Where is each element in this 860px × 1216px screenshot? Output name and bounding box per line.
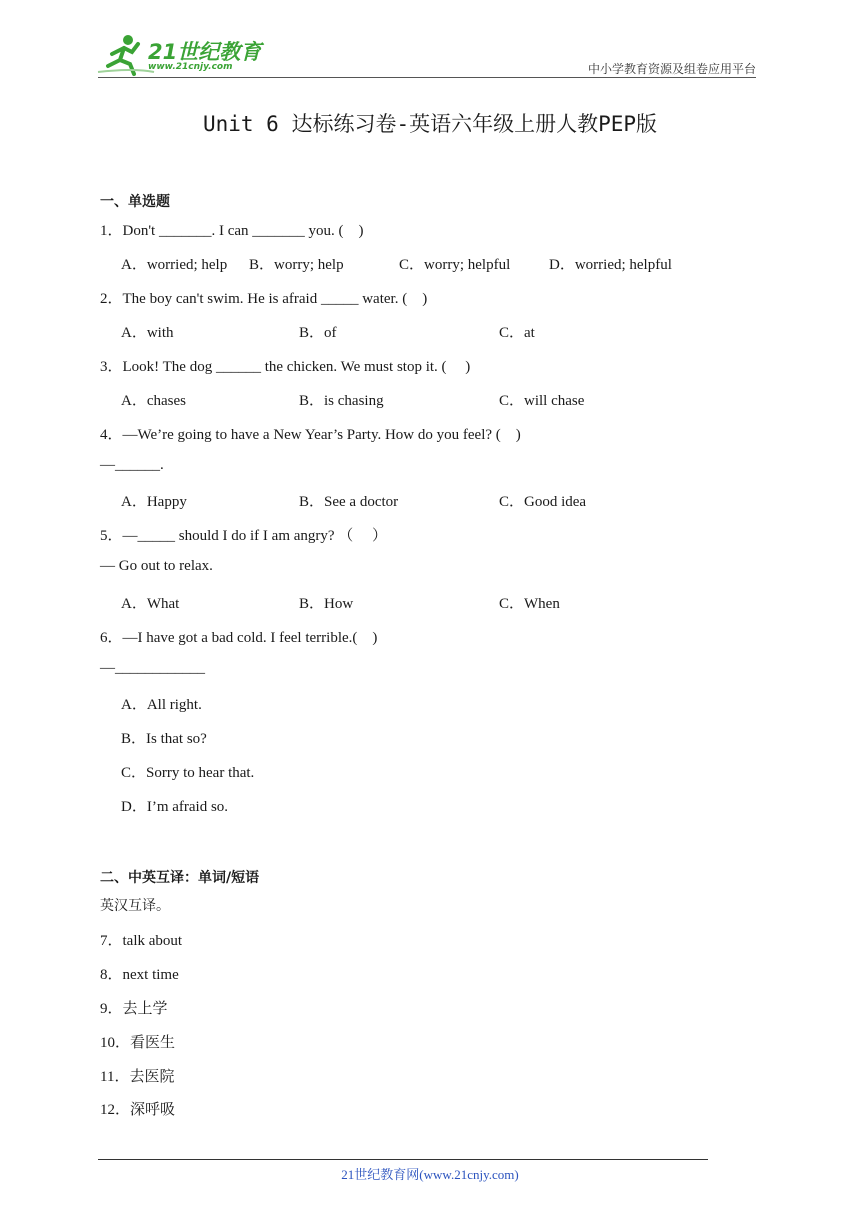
- header-divider: [98, 77, 756, 78]
- section-heading-translation: 二、中英互译：单词/短语: [100, 870, 260, 886]
- translation-item-11: 11．去医院: [100, 1069, 175, 1085]
- question-4-stem: 4．—We’re going to have a New Year’s Party. How do you feel? ( ): [100, 427, 521, 443]
- section-heading-single-choice: 一、单选题: [100, 194, 170, 210]
- logo: [94, 32, 264, 78]
- logo-url: www.21cnjy.com: [148, 62, 233, 72]
- question-2-option-b[interactable]: B．of: [299, 325, 337, 341]
- question-5-stem: 5．—_____ should I do if I am angry? （ ）: [100, 528, 388, 544]
- question-1-option-d[interactable]: D．worried; helpful: [549, 257, 672, 273]
- translation-item-9: 9．去上学: [100, 1001, 168, 1017]
- question-1-stem: 1．Don't _______. I can _______ you. ( ): [100, 223, 364, 239]
- footer-divider: [98, 1159, 708, 1160]
- question-6-option-b[interactable]: B．Is that so?: [121, 731, 207, 747]
- question-6-option-a[interactable]: A．All right.: [121, 697, 202, 713]
- question-4-option-a[interactable]: A．Happy: [121, 494, 187, 510]
- question-2-option-c[interactable]: C．at: [499, 325, 535, 341]
- header-platform-text: 中小学教育资源及组卷应用平台: [587, 62, 756, 76]
- question-4-answer-line: —______.: [100, 457, 164, 473]
- translation-item-12: 12．深呼吸: [100, 1102, 176, 1118]
- question-3-stem: 3．Look! The dog ______ the chicken. We must stop it. ( ): [100, 359, 471, 375]
- question-4-option-c[interactable]: C．Good idea: [499, 494, 587, 510]
- question-6-option-c[interactable]: C．Sorry to hear that.: [121, 765, 255, 781]
- page-title: Unit 6 达标练习卷-英语六年级上册人教PEP版: [202, 112, 658, 136]
- question-2-option-a[interactable]: A．with: [121, 325, 174, 341]
- question-4-option-b[interactable]: B．See a doctor: [299, 494, 399, 510]
- translation-item-7: 7．talk about: [100, 933, 183, 949]
- question-1-option-a[interactable]: A．worried; help: [121, 257, 228, 273]
- question-6-option-d[interactable]: D．I’m afraid so.: [121, 799, 229, 815]
- question-3-option-b[interactable]: B．is chasing: [299, 393, 384, 409]
- question-5-option-a[interactable]: A．What: [121, 596, 180, 612]
- translation-item-10: 10．看医生: [100, 1035, 176, 1051]
- question-5-option-c[interactable]: C．When: [499, 596, 560, 612]
- logo-text: 21世纪教育: [148, 40, 262, 64]
- footer-link[interactable]: 21世纪教育网(www.21cnjy.com): [341, 1167, 519, 1182]
- translation-item-8: 8．next time: [100, 967, 179, 983]
- question-6-stem: 6．—I have got a bad cold. I feel terrible.( ): [100, 630, 378, 646]
- section-instruction: 英汉互译。: [100, 898, 170, 914]
- question-1-option-b[interactable]: B．worry; help: [249, 257, 344, 273]
- question-6-answer-line: —____________: [100, 660, 205, 676]
- question-3-option-c[interactable]: C．will chase: [499, 393, 585, 409]
- question-5-answer-line: — Go out to relax.: [100, 558, 213, 574]
- question-1-option-c[interactable]: C．worry; helpful: [399, 257, 511, 273]
- question-5-option-b[interactable]: B．How: [299, 596, 354, 612]
- question-3-option-a[interactable]: A．chases: [121, 393, 186, 409]
- question-2-stem: 2．The boy can't swim. He is afraid _____ water. ( ): [100, 291, 428, 307]
